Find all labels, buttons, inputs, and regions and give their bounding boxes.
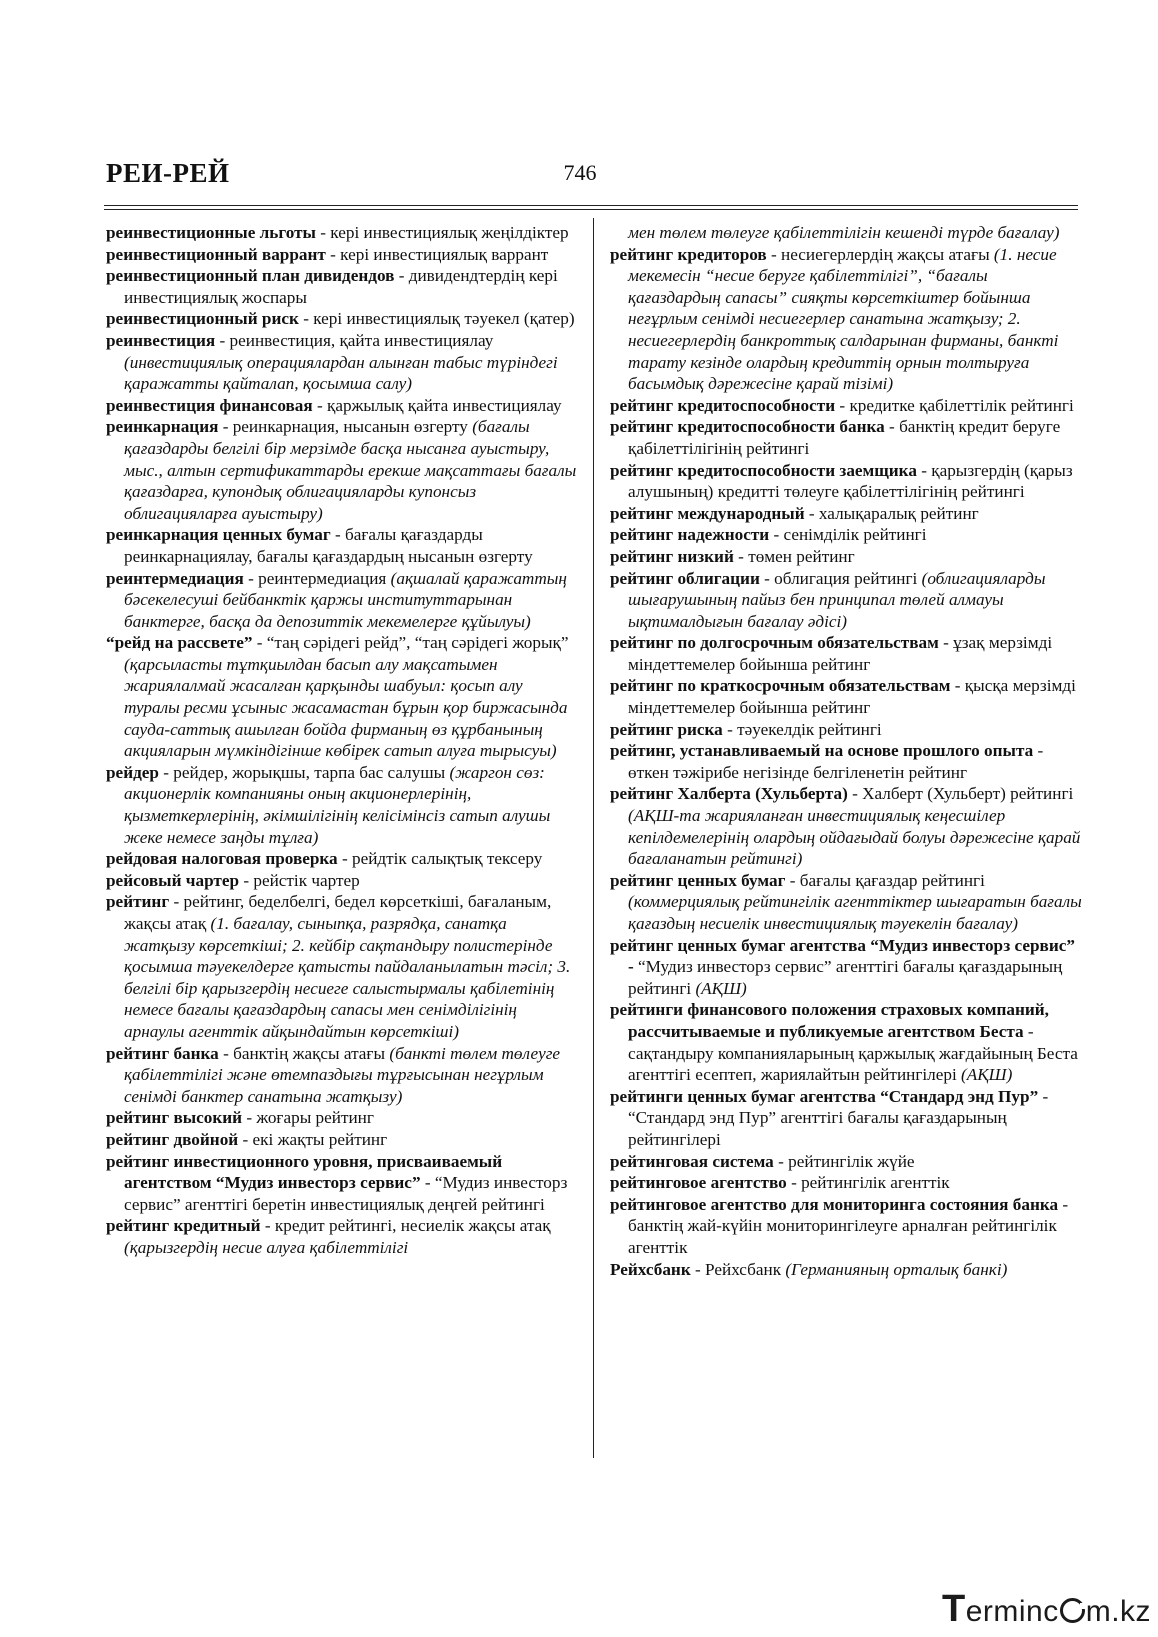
dictionary-entry: [106, 1129, 580, 1151]
entry-term: реинвестиционный план дивидендов: [106, 266, 395, 286]
entry-note: (АҚШ): [695, 978, 747, 998]
dictionary-entry: [610, 1086, 1082, 1151]
entry-note: (АҚШ-та жарияланған инвестициялық кеңесшілер кепілдемелерінің олардың ойдағыдай болуы дәрежесіне қарай бағаланатын рейтингі): [628, 806, 1081, 869]
entry-term: реинкарнация: [106, 417, 219, 437]
header-rule-thin: [104, 209, 1078, 210]
entry-definition: - банктің кредит беруге қабілеттілігінің рейтингі: [628, 417, 1061, 458]
entry-term: рейтинг кредитоспособности заемщика: [610, 460, 917, 480]
dictionary-entry: [610, 870, 1082, 935]
entry-term: рейдовая налоговая проверка: [106, 849, 338, 869]
entry-term: рейтинг инвестиционного уровня, присваиваемый агентством “Мудиз инвесторз сервис”: [106, 1151, 503, 1193]
dictionary-entry: [106, 870, 580, 892]
entry-definition: - рейтинг, беделбелгі, бедел көрсеткіші, бағаланым, жақсы атақ: [124, 892, 552, 933]
entry-definition: - “Мудиз инвесторз сервис” агенттігі беретін инвестициялық деңгей рейтингі: [124, 1173, 568, 1214]
entry-definition: - Рейхсбанк: [690, 1259, 786, 1279]
entry-term: рейтинг банка: [106, 1043, 219, 1063]
entry-definition: - Халберт (Хульберт) рейтингі: [847, 784, 1074, 804]
entry-definition: - жоғары рейтинг: [242, 1108, 374, 1128]
entry-term: рейтинг двойной: [106, 1129, 239, 1149]
entry-term: рейтинг, устанавливаемый на основе прошлого опыта: [610, 741, 1034, 761]
dictionary-entry: [610, 568, 1082, 633]
logo-circle-icon: [1060, 1598, 1085, 1623]
entry-term: рейтинг кредитоспособности банка: [610, 417, 885, 437]
dictionary-entry: [106, 308, 580, 330]
entry-term: рейтинг облигации: [610, 568, 760, 588]
dictionary-entry: [610, 719, 1082, 741]
entry-definition: - несиегерлердің жақсы атағы: [766, 244, 994, 264]
entry-term: реинвестиционный риск: [106, 309, 299, 329]
entry-definition: “Мудиз инвесторз сервис” агенттігі бағалы қағаздарының рейтингі: [628, 957, 1063, 998]
dictionary-entry: [610, 999, 1082, 1085]
dictionary-entry: [610, 1194, 1082, 1259]
entry-definition: - тәуекелдік рейтингі: [722, 719, 882, 739]
entry-definition: - сақтандыру компанияларының қаржылық жағдайының Беста агенттігі есептеп, жариялайтын рейтингілері: [628, 1021, 1078, 1085]
entry-note: (қарызгердің несие алуға қабілеттілігі: [124, 1237, 409, 1257]
entry-term: рейтинг международный: [610, 503, 805, 523]
dictionary-entry: [106, 632, 580, 762]
entry-definition: - кері инвестициялық жеңілдіктер: [315, 223, 569, 242]
column-divider: [593, 218, 594, 1458]
entry-term: рейтинг кредитный: [106, 1216, 261, 1236]
entry-definition: - реинтермедиация: [243, 568, 391, 588]
entry-term: “рейд на рассвете”: [106, 633, 253, 653]
dictionary-entry: [610, 632, 1082, 675]
entry-definition: - халықаралық рейтинг: [804, 503, 979, 523]
entry-term: рейтинги ценных бумаг агентства “Стандард энд Пур”: [610, 1086, 1039, 1106]
entry-definition: - банктің жай-күйін мониторингілеуге арналған рейтингілік агенттік: [628, 1194, 1069, 1257]
dictionary-entry: [106, 330, 580, 395]
entry-note: (қарсыласты тұтқиылдан басып алу мақсатымен жариялалмай жасалған қарқынды шабуыл: қосып алу туралы ресми ұсыныс жасамастан бұрын қор биржасында сауда-саттық ашылған бойда фирманың өз құрбанының акцияларын мүмкіндігінше көбірек сатып алуға тырысуы): [124, 654, 568, 761]
entry-term: рейтинг риска: [610, 719, 723, 739]
entry-note: (коммерциялық рейтингілік агенттіктер шығаратын бағалы қағаздың несиелік инвестициялық тәуекелін бағалау): [628, 892, 1082, 933]
entry-definition: - екі жақты рейтинг: [238, 1129, 388, 1149]
entry-term: рейтинг ценных бумаг: [610, 870, 786, 890]
entry-note: (1. несие мекемесін “несие беруге қабілеттілігі”, “бағалы қағаздардың сапасы” сияқты көрсеткіштер бойынша неғұрлым сенімді несиегерлер санатына жатқызу; 2. несиегерлердің банкроттық салдарынан фирманы, банкті тарату кезінде олардың кредиттің орнын толтыруға басымдық дәрежесіне қарай тізімі): [628, 244, 1059, 394]
dictionary-entry: [610, 546, 1082, 568]
entry-definition: - рейдтік салықтық тексеру: [337, 849, 543, 869]
entry-term: рейтинг надежности: [610, 525, 770, 545]
entry-term: рейтинг ценных бумаг агентства “Мудиз инвесторз сервис” -: [610, 935, 1075, 977]
entry-definition: - “Стандард энд Пур” агенттігі бағалы қағаздарының рейтингілері: [628, 1086, 1049, 1149]
entry-term: рейтинговое агентство для мониторинга состояния банка: [610, 1194, 1059, 1214]
dictionary-entry: [610, 675, 1082, 718]
entry-definition: - бағалы қағаздар рейтингі: [785, 870, 985, 890]
dictionary-entry: [610, 1172, 1082, 1194]
dictionary-entry: [106, 891, 580, 1042]
dictionary-entry: [106, 416, 580, 524]
header-rule: [104, 205, 1078, 206]
entry-term: рейсовый чартер: [106, 870, 240, 890]
entry-note: (Германияның орталық банкі): [785, 1259, 1008, 1279]
dictionary-entry: [106, 1151, 580, 1216]
entry-definition: - кредитке қабілеттілік рейтингі: [835, 395, 1074, 415]
entry-term: рейтинговое агентство: [610, 1173, 787, 1193]
entry-definition: - сенімділік рейтингі: [769, 525, 927, 545]
dictionary-entry: [106, 1215, 580, 1258]
terminkz-logo: Terminc m.kz: [942, 1588, 1152, 1630]
left-column: [106, 222, 580, 1259]
entry-definition: - ұзақ мерзімді міндеттемелер бойынша рейтинг: [628, 633, 1053, 674]
entry-term: реинвестиционные льготы: [106, 223, 316, 242]
entry-definition: - дивидендтердің кері инвестициялық жоспары: [124, 266, 558, 307]
entry-term: рейтинг по долгосрочным обязательствам: [610, 633, 939, 653]
entry-term: рейтинги финансового положения страховых компаний, рассчитываемые и публикуемые агентством Беста: [610, 1000, 1049, 1041]
entry-note: (бағалы қағаздарды белгілі бір мерзімде басқа нысанға ауыстыру, мыс., алтын сертификаттарды ерекше мақсаттағы бағалы қағаздарға, купондық облигацияларды купонсыз облигацияларға ауыстыру): [124, 417, 577, 523]
dictionary-entry: [610, 395, 1082, 417]
entry-definition: - төмен рейтинг: [733, 546, 855, 566]
continuation-text: мен төлем төлеуге қабілеттілігін кешенді түрде бағалау): [628, 223, 1060, 242]
page-number: 746: [563, 160, 597, 185]
entry-term: Рейхсбанк: [610, 1259, 691, 1279]
entry-note: (АҚШ): [961, 1065, 1013, 1085]
entry-term: рейтинг низкий: [610, 546, 734, 566]
dictionary-entry: [610, 783, 1082, 869]
entry-definition: - реинкарнация, нысанын өзгерту: [218, 417, 473, 437]
entry-definition: - өткен тәжірибе негізінде белгіленетін рейтинг: [628, 741, 1044, 782]
entry-definition: - кері инвестициялық тәуекел (қатер): [298, 309, 575, 329]
dictionary-entry: [106, 524, 580, 567]
entry-note: (1. бағалау, сыныпқа, разрядқа, санатқа жатқызу көрсеткіші; 2. кейбір сақтандыру полистерінде қосымша тәуекелдерге қатысты пайдаланылатын тәсіл; 3. белгілі бір қарызгердің несиеге салыстырмалы қабілетінің немесе бағалы қағаздардың сапасы мен сенімділігінің арнаулы агенттік айқындайтын көрсеткіші): [124, 914, 571, 1041]
section-header: РЕИ-РЕЙ: [106, 158, 230, 188]
dictionary-entry: [106, 568, 580, 633]
entry-term: реинтермедиация: [106, 568, 244, 588]
entry-definition: - бағалы қағаздарды реинкарнациялау, бағалы қағаздардың нысанын өзгерту: [124, 525, 533, 566]
dictionary-entry: [106, 244, 580, 266]
entry-definition: - кері инвестициялық варрант: [325, 244, 549, 264]
entry-term: рейтинг: [106, 892, 170, 912]
entry-definition: - “таң сәрідегі рейд”, “таң сәрідегі жорық”: [252, 633, 569, 653]
entry-term: реинвестиция финансовая: [106, 395, 313, 415]
entry-term: рейтинг высокий: [106, 1108, 243, 1128]
entry-definition: - рейдер, жорықшы, тарпа бас салушы: [158, 762, 450, 782]
entry-term: реинвестиционный варрант: [106, 244, 326, 264]
dictionary-entry: [610, 460, 1082, 503]
entry-term: рейтинг Халберта (Хульберта): [610, 784, 848, 804]
entry-definition: - рейтингілік жүйе: [773, 1151, 915, 1171]
entry-term: рейтинг по краткосрочным обязательствам: [610, 676, 951, 696]
entry-term: рейтинг кредитоспособности: [610, 395, 836, 415]
entry-term: реинвестиция: [106, 330, 216, 350]
entry-definition: - қарызгердің (қарыз алушының) кредитті төлеуге қабілеттілігінің рейтингі: [628, 460, 1073, 502]
dictionary-entry: [610, 1259, 1082, 1281]
entry-term: рейтинговая система: [610, 1151, 774, 1171]
dictionary-entry: [610, 1151, 1082, 1173]
entry-definition: - қысқа мерзімді міндеттемелер бойынша рейтинг: [628, 676, 1076, 718]
entry-definition: - рейстік чартер: [239, 870, 360, 890]
dictionary-entry: [106, 395, 580, 417]
entry-note: (жаргон сөз: акционерлік компанияны оның акционерлерінің, қызметкерлерінің, әкімшілігінің келісімінсіз сатып алушы жеке немесе заңды тұлға): [124, 762, 551, 847]
dictionary-entry: [106, 265, 580, 308]
entry-definition: - рейтингілік агенттік: [786, 1173, 950, 1193]
dictionary-entry: [610, 524, 1082, 546]
dictionary-entry: [610, 244, 1082, 395]
entry-term: реинкарнация ценных бумаг: [106, 525, 331, 545]
entry-definition: - банктің жақсы атағы: [218, 1043, 390, 1063]
entry-definition: - кредит рейтингі, несиелік жақсы атақ: [260, 1216, 551, 1236]
dictionary-entry: [610, 935, 1082, 1000]
entry-term: рейтинг кредиторов: [610, 244, 767, 264]
right-column: [610, 222, 1082, 1280]
dictionary-entry: [106, 762, 580, 848]
entry-note: (банкті төлем төлеуге қабілеттілігі және өтемпаздығы тұрғысынан негұрлым сенімді банктер санатына жатқызу): [124, 1043, 561, 1106]
dictionary-entry: [106, 1043, 580, 1108]
dictionary-entry: [106, 1107, 580, 1129]
dictionary-entry: [610, 503, 1082, 525]
entry-definition: - қаржылық қайта инвестициялау: [312, 395, 562, 415]
entry-note: (ақшалай қаражаттың бәсекелесуші бейбанктік қаржы институттарынан банктерге, басқа да депозиттік мекемелерге құйылуы): [124, 568, 567, 631]
entry-definition: - облигация рейтингі: [759, 568, 922, 588]
entry-note: (инвестициялық операциялардан алынған табыс түріндегі қаражатты қайталап, қосымша салу): [124, 352, 558, 394]
entry-note: (облигацияларды шығарушының пайыз бен принципал төлей алмауы ықтималдығын бағалау әдісі): [628, 568, 1046, 631]
dictionary-entry: [106, 222, 580, 244]
dictionary-entry: [106, 848, 580, 870]
entry-term: рейдер: [106, 762, 159, 782]
dictionary-entry: [610, 416, 1082, 459]
entry-definition: - реинвестиция, қайта инвестициялау: [215, 330, 494, 350]
dictionary-entry: [610, 740, 1082, 783]
